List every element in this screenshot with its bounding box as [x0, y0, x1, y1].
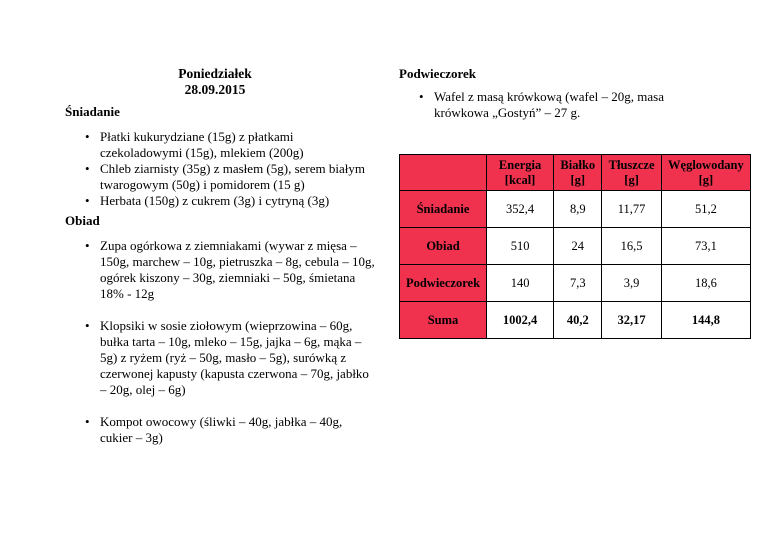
list-item: • Herbata (150g) z cukrem (3g) i cytryną (3g) — [82, 193, 377, 209]
col-energy: Energia [kcal] — [487, 155, 554, 191]
list-item: • Kompot owocowy (śliwki – 40g, jabłka – 40g, cukier – 3g) — [82, 414, 377, 446]
list-item: • Chleb ziarnisty (35g) z masłem (5g), serem białym twarogowym (50g) i pomidorem (15 g) — [82, 161, 377, 193]
date: 28.09.2015 — [184, 82, 246, 97]
cell-carbs: 73,1 — [661, 228, 750, 265]
cell-protein: 40,2 — [554, 302, 602, 339]
row-label: Obiad — [400, 228, 487, 265]
cell-protein: 8,9 — [554, 191, 602, 228]
cell-energy: 140 — [487, 265, 554, 302]
table-header-row — [400, 155, 751, 191]
row-label: Suma — [400, 302, 487, 339]
breakfast-list — [82, 129, 377, 209]
cell-protein: 24 — [554, 228, 602, 265]
cell-carbs: 51,2 — [661, 191, 750, 228]
cell-protein: 7,3 — [554, 265, 602, 302]
table-row — [400, 191, 751, 228]
list-item: • Zupa ogórkowa z ziemniakami (wywar z mięsa – 150g, marchew – 10g, pietruszka – 8g, cebula – 10g, ogórek kiszony – 30g, ziemniaki – 50g, śmietana 18% - 12g — [82, 238, 377, 302]
row-label: Podwieczorek — [400, 265, 487, 302]
cell-energy: 1002,4 — [487, 302, 554, 339]
col-carbs: Węglowodany [g] — [661, 155, 750, 191]
snack-heading: Podwieczorek — [399, 66, 477, 81]
list-item: • Płatki kukurydziane (15g) z płatkami czekoladowymi (15g), mlekiem (200g) — [82, 129, 377, 161]
cell-fat: 16,5 — [602, 228, 661, 265]
table-row-total — [400, 302, 751, 339]
cell-carbs: 18,6 — [661, 265, 750, 302]
cell-fat: 11,77 — [602, 191, 661, 228]
cell-fat: 3,9 — [602, 265, 661, 302]
col-protein: Białko [g] — [554, 155, 602, 191]
corner-cell — [400, 155, 487, 191]
cell-carbs: 144,8 — [661, 302, 750, 339]
list-item: • Klopsiki w sosie ziołowym (wieprzowina – 60g, bułka tarta – 10g, mleko – 15g, jajka – 6g, mąka – 5g) z ryżem (ryż – 50g, masło – 5g), surówką z czerwonej kapusty (kapusta czerwona – 70g, jabłko – 20g, olej – 6g) — [82, 318, 377, 398]
snack-list — [416, 89, 706, 121]
table-row — [400, 265, 751, 302]
cell-energy: 510 — [487, 228, 554, 265]
nutrition-table — [399, 154, 751, 339]
list-item: • Wafel z masą krówkową (wafel – 20g, masa krówkowa „Gostyń” – 27 g. — [416, 89, 706, 121]
cell-fat: 32,17 — [602, 302, 661, 339]
row-label: Śniadanie — [400, 191, 487, 228]
col-fat: Tłuszcze [g] — [602, 155, 661, 191]
day-name: Poniedziałek — [178, 66, 252, 81]
lunch-heading: Obiad — [65, 213, 100, 228]
lunch-list — [82, 238, 377, 446]
table-row — [400, 228, 751, 265]
breakfast-heading: Śniadanie — [65, 104, 120, 119]
cell-energy: 352,4 — [487, 191, 554, 228]
page-title — [150, 66, 280, 98]
